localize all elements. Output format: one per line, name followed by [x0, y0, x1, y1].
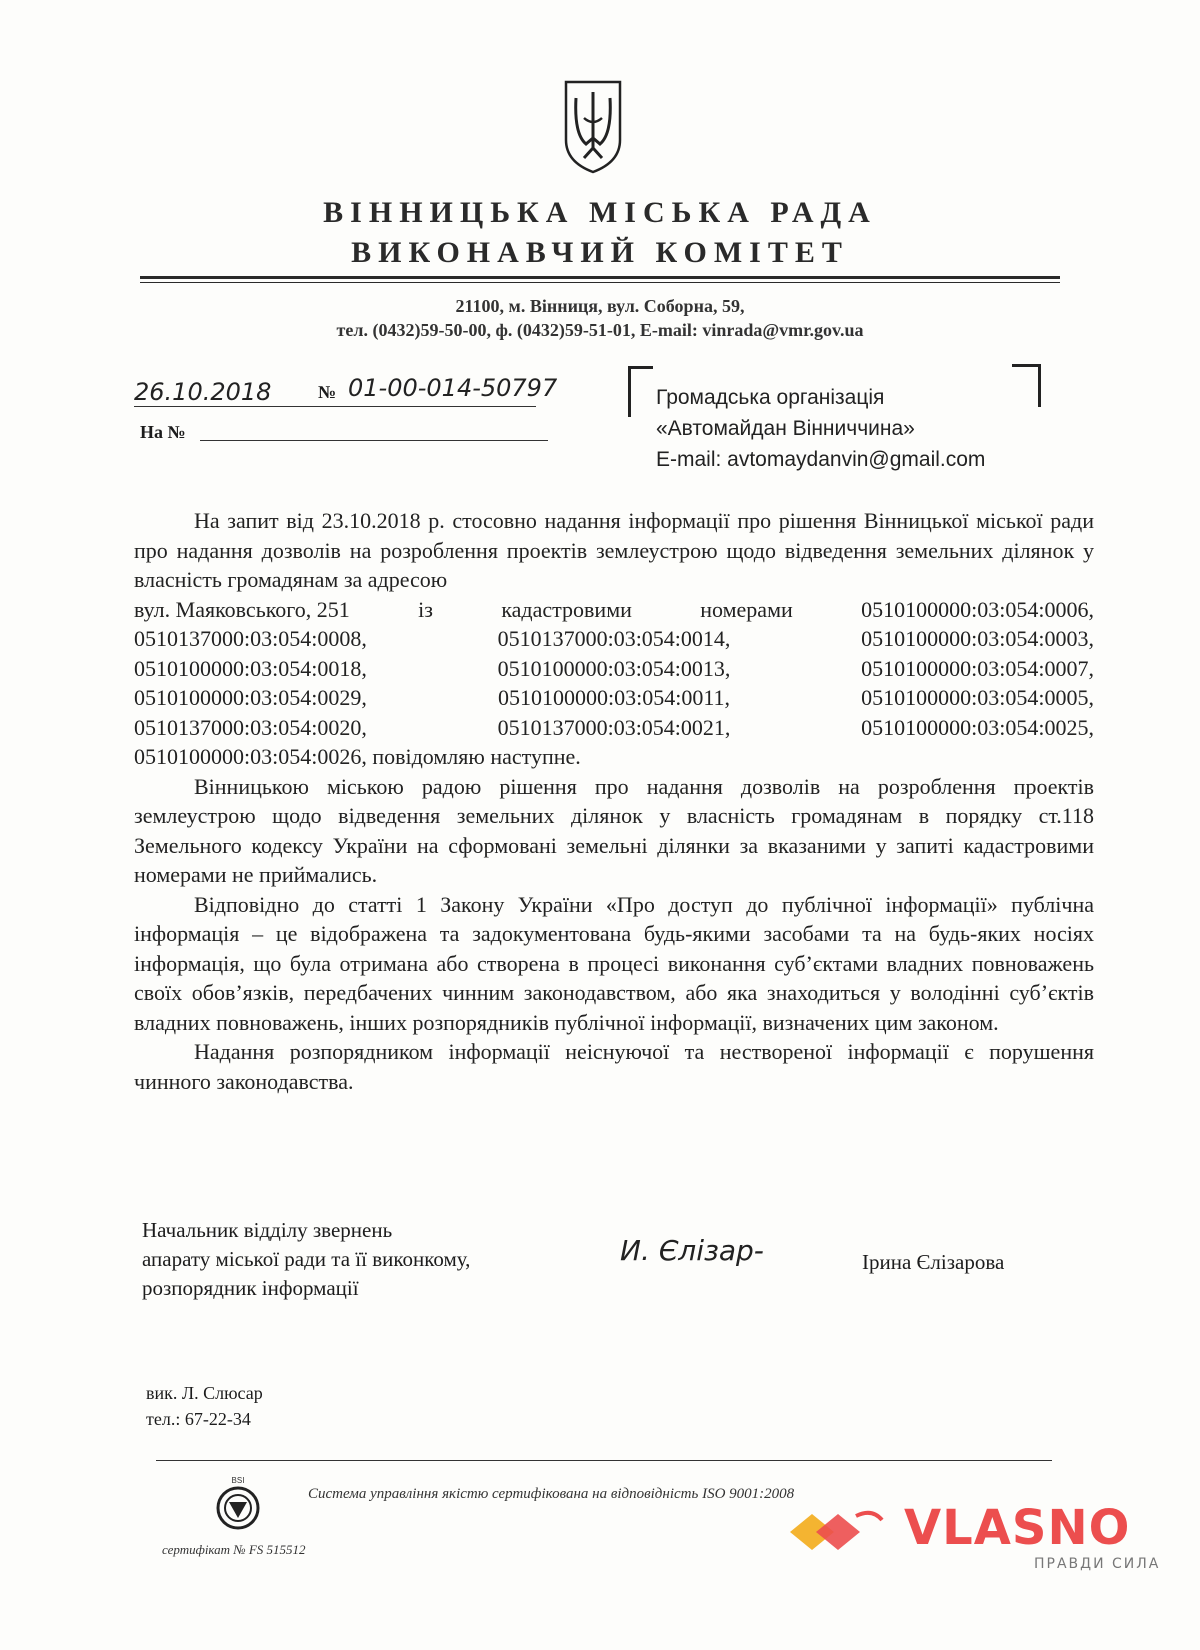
paragraph-3: Відповідно до статті 1 Закону України «Про доступ до публічної інформації» публічна інформація – це відображена та задокументована будь-якими засобами та на будь-яких носіях інформація, що була отримана або створена в процесі виконання суб’єктами владних повноважень своїх обов’язків, передбачених чинним законодавством, або яка знаходиться у володінні суб’єктів владних повноважень, інших розпорядників публічної інформації, визначених цим законом. — [134, 891, 1094, 1035]
cadastral-number: 0510100000:03:054:0005, — [861, 685, 1094, 710]
cadastral-row-1 — [134, 624, 1094, 654]
vlasno-logo-icon — [786, 1502, 896, 1562]
iso-statement: Система управління якістю сертифікована на відповідність ISO 9001:2008 — [308, 1486, 795, 1502]
outgoing-number: 01-00-014-50797 — [348, 374, 558, 402]
cadastral-number: 0510100000:03:054:0007, — [861, 655, 1094, 681]
signatory-title-line1: Начальник відділу звернень — [142, 1218, 393, 1242]
signatory-title-line2: апарату міської ради та її виконкому, — [142, 1247, 471, 1271]
org-title-line2: ВИКОНАВЧИЙ КОМІТЕТ — [351, 236, 849, 269]
executor-name: вик. Л. Слюсар — [146, 1383, 263, 1403]
reply-to-line — [200, 440, 548, 441]
handwritten-signature: И. Єлізар- — [620, 1234, 764, 1267]
cadastral-number: 0510100000:03:054:0006, — [861, 596, 1094, 622]
cadastral-number: 0510137000:03:054:0014, — [497, 626, 731, 651]
cadastral-number: 0510137000:03:054:0021, — [497, 714, 731, 740]
footer-rule — [156, 1460, 1052, 1461]
paragraph-4: Надання розпорядником інформації неіснуючої та нествореної інформації є порушення чинного законодавства. — [134, 1039, 1094, 1094]
coat-of-arms-icon — [562, 78, 624, 174]
reply-to-label: На № — [140, 422, 186, 442]
cadastral-number: 0510100000:03:054:0025, — [861, 714, 1094, 740]
cadastral-row-4 — [134, 713, 1094, 743]
paragraph-2: Вінницькою міською радою рішення про надання дозволів на розроблення проектів землеустрою щодо відведення земельних ділянок у власність громадянам в порядку ст.118 Земельного кодексу України на сформовані земельні ділянки за вказаними у запиті кадастровими номерами не приймались. — [134, 773, 1094, 887]
cadastral-number: 0510137000:03:054:0008, — [134, 626, 367, 651]
letter-body — [134, 506, 1094, 1096]
header-rule-thick — [140, 276, 1060, 279]
cadastral-row-2 — [134, 654, 1094, 684]
cadastral-number: 0510100000:03:054:0003, — [861, 626, 1094, 651]
cadastral-number: 0510100000:03:054:0029, — [134, 685, 367, 710]
paragraph-1-intro: На запит від 23.10.2018 р. стосовно надання інформації про рішення Вінницької міської ради про надання дозволів на розроблення проектів землеустрою щодо відведення земельних ділянок у власність громадянам за адресою — [134, 508, 1094, 592]
bsi-certification-icon — [212, 1474, 264, 1534]
signatory-title — [142, 1216, 582, 1303]
recipient-block — [656, 382, 1076, 475]
recipient-org: Громадська організація — [656, 386, 885, 409]
cadastral-number: 0510100000:03:054:0018, — [134, 655, 367, 681]
org-contacts: тел. (0432)59-50-00, ф. (0432)59-51-01, E-mail: vinrada@vmr.gov.ua — [336, 320, 864, 340]
word-nomeramy: номерами — [700, 596, 793, 622]
number-sign: № — [318, 382, 337, 402]
cadastral-number: 0510100000:03:054:0011, — [497, 685, 731, 710]
address-text: вул. Маяковського, 251 — [134, 596, 350, 622]
word-iz: із — [418, 596, 433, 622]
recipient-name: «Автомайдан Вінниччина» — [656, 417, 915, 440]
org-title-line1: ВІННИЦЬКА МІСЬКА РАДА — [323, 196, 877, 229]
cadastral-row-3 — [134, 683, 1094, 713]
date-number-line — [134, 406, 536, 407]
bsi-label: BSI — [231, 1476, 245, 1485]
cadastral-number: 0510137000:03:054:0020, — [134, 714, 367, 740]
certificate-number: сертифікат № FS 515512 — [162, 1542, 306, 1557]
watermark-brand: VLASNO — [904, 1500, 1131, 1556]
cadastral-row-0 — [134, 595, 1094, 625]
header-rule-thin — [140, 282, 1060, 283]
executor-phone: тел.: 67-22-34 — [146, 1409, 251, 1429]
watermark-tagline: ПРАВДИ СИЛА — [1034, 1556, 1161, 1572]
word-kadastrovymy: кадастровими — [501, 596, 632, 622]
org-address: 21100, м. Вінниця, вул. Соборна, 59, — [455, 296, 745, 316]
signatory-name: Ірина Єлізарова — [862, 1250, 1005, 1274]
cadastral-number: 0510100000:03:054:0013, — [497, 655, 731, 681]
signatory-title-line3: розпорядник інформації — [142, 1276, 359, 1300]
recipient-corner-left — [628, 366, 653, 417]
executor-block — [146, 1380, 263, 1432]
outgoing-date: 26.10.2018 — [134, 378, 272, 406]
recipient-email: E-mail: avtomaydanvin@gmail.com — [656, 448, 986, 471]
paragraph-1-end: 0510100000:03:054:0026, повідомляю наступне. — [134, 744, 581, 769]
